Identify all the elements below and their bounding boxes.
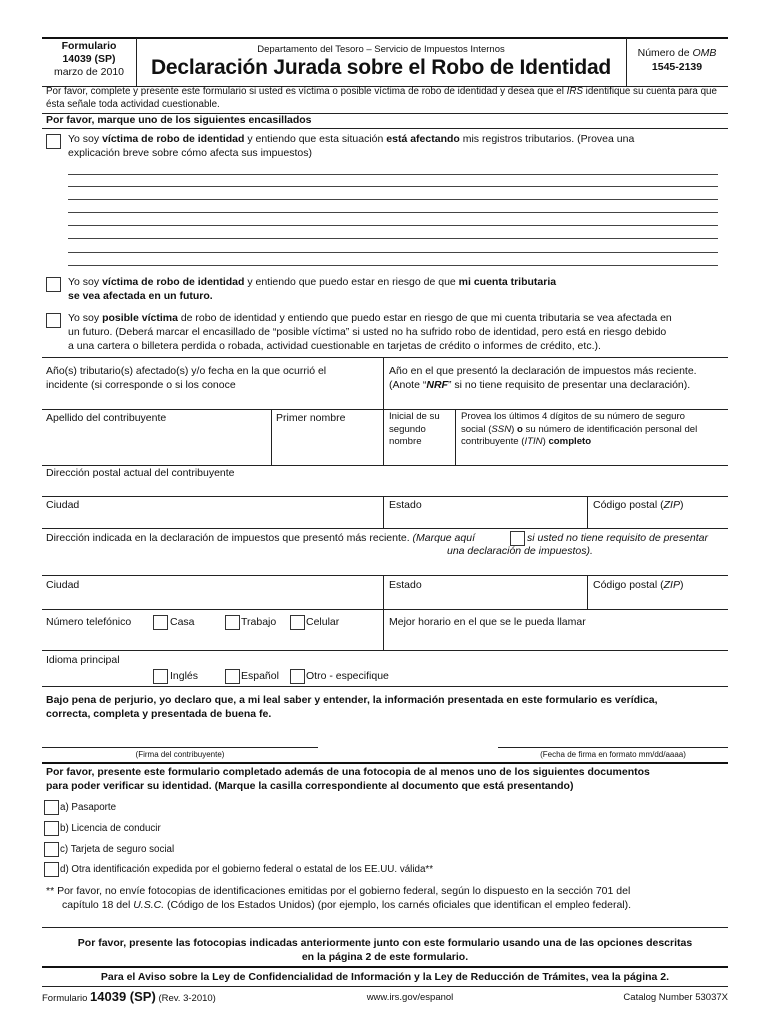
explanation-line-7[interactable]	[68, 252, 718, 253]
option-victim-affecting-checkbox[interactable]	[46, 134, 61, 149]
city-field[interactable]	[42, 512, 382, 526]
prior-zip-field[interactable]	[588, 594, 728, 608]
documents-heading: Por favor, presente este formulario completado además de una fotocopia de al menos uno de los siguientes documentos para poder verificar su identidad. (Marque la casilla correspondiente al documento que está presentando)	[46, 766, 650, 792]
city-label: Ciudad	[46, 499, 80, 511]
signature-field[interactable]	[42, 728, 318, 746]
row-rule-perjury	[42, 686, 728, 687]
doc-passport-checkbox[interactable]	[44, 800, 59, 815]
form-number: 14039 (SP)	[62, 53, 116, 65]
state-field[interactable]	[384, 512, 586, 526]
doc-license-checkbox[interactable]	[44, 821, 59, 836]
footer-url[interactable]: www.irs.gov/espanol	[366, 992, 454, 1003]
tax-years-field[interactable]	[42, 392, 382, 408]
row-rule-phone	[42, 609, 728, 610]
option-possible-victim-checkbox[interactable]	[46, 313, 61, 328]
explanation-line-2[interactable]	[68, 186, 718, 187]
last-name-field[interactable]	[42, 430, 270, 460]
documents-top-rule	[42, 762, 728, 764]
option-victim-affecting-label: Yo soy víctima de robo de identidad y entiendo que esta situación está afectando mis registros tributarios. (Provea una explicación breve sobre cómo afecta sus impuestos)	[68, 133, 635, 159]
tax-years-label: Año(s) tributario(s) afectado(s) y/o fecha en la que ocurrió el incidente (si corresponde o si los conoce	[46, 365, 327, 391]
doc-license-label: b) Licencia de conducir	[60, 823, 161, 834]
language-english-checkbox[interactable]	[153, 669, 168, 684]
row-rule-city2	[42, 575, 728, 576]
phone-work-checkbox[interactable]	[225, 615, 240, 630]
omb-number: 1545-2139	[651, 61, 703, 73]
perjury-statement: Bajo pena de perjurio, yo declaro que, a mi leal saber y entender, la información presentada en este formulario es verídica, correcta, completa y presentada de buena fe.	[46, 694, 658, 720]
no-filing-requirement-label: si usted no tiene requisito de presentar	[527, 532, 708, 544]
state-label: Estado	[389, 499, 422, 511]
option-victim-risk-checkbox[interactable]	[46, 277, 61, 292]
doc-ssn-card-checkbox[interactable]	[44, 842, 59, 857]
language-english-label: Inglés	[170, 670, 199, 682]
footer-top-rule	[42, 966, 728, 968]
phone-label: Número telefónico	[46, 616, 132, 628]
signature-date-field[interactable]	[498, 728, 728, 746]
first-name-label: Primer nombre	[276, 412, 346, 424]
form-date: marzo de 2010	[53, 66, 125, 78]
no-filing-requirement-checkbox[interactable]	[510, 531, 525, 546]
prior-state-label: Estado	[389, 579, 422, 591]
last-name-label: Apellido del contribuyente	[46, 412, 167, 424]
row-rule-language	[42, 650, 728, 651]
best-time-label: Mejor horario en el que se le pueda llamar	[389, 616, 586, 628]
section1-heading: Por favor, marque uno de los siguientes encasillados	[46, 114, 312, 126]
doc-other-id-label: d) Otra identificación expedida por el gobierno federal o estatal de los EE.UU. válida**	[60, 864, 434, 875]
omb-label: Número de OMB	[637, 47, 717, 59]
intro-text: Por favor, complete y presente este formulario si usted es víctima o posible víctima de robo de identidad y desea que el IRS identifique su cuenta para que ésta señale toda actividad cuestionable.	[46, 86, 717, 110]
signature-caption: (Firma del contribuyente)	[135, 750, 225, 759]
row-rule-city	[42, 496, 728, 497]
omb-block	[626, 46, 728, 74]
row-rule-address	[42, 465, 728, 466]
prior-address-label: Dirección indicada en la declaración de impuestos que presentó más reciente. (Marque aquí	[46, 532, 475, 544]
department-name: Departamento del Tesoro – Servicio de Impuestos Internos	[257, 44, 505, 55]
phone-home-checkbox[interactable]	[153, 615, 168, 630]
explanation-line-3[interactable]	[68, 199, 718, 200]
doc-passport-label: a) Pasaporte	[60, 802, 117, 813]
submission-instructions: Por favor, presente las fotocopias indicadas anteriormente junto con este formulario usando una de las opciones descritas en la página 2 de este formulario.	[77, 937, 693, 963]
language-spanish-checkbox[interactable]	[225, 669, 240, 684]
prior-address-field[interactable]	[42, 558, 728, 574]
row-rule-prior-address	[42, 528, 728, 529]
ssn-label: Provea los últimos 4 dígitos de su número de seguro social (SSN) o su número de identificación personal del contribuyente (ITIN) completo	[461, 411, 698, 447]
last-return-year-label: Año en el que presentó la declaración de impuestos más reciente. (Anote “NRF” si no tiene requisito de presentar una declaración).	[389, 365, 697, 391]
signature-line	[42, 747, 318, 748]
row-rule-names	[42, 409, 728, 410]
prior-city-field[interactable]	[42, 594, 382, 608]
first-name-field[interactable]	[272, 430, 382, 460]
option-victim-risk-label: Yo soy víctima de robo de identidad y entiendo que puedo estar en riesgo de que mi cuenta tributaria se vea afectada en un futuro.	[68, 276, 557, 302]
names-divider-2	[383, 409, 384, 465]
section1-bottom-rule	[42, 357, 728, 358]
documents-bottom-rule	[42, 927, 728, 928]
last-return-year-field[interactable]	[384, 392, 728, 408]
names-divider-3	[455, 409, 456, 465]
explanation-line-1[interactable]	[68, 174, 718, 175]
zip-label: Código postal (ZIP)	[593, 499, 684, 511]
prior-state-field[interactable]	[384, 594, 586, 608]
language-spanish-label: Español	[241, 670, 279, 682]
footer-rule	[42, 986, 728, 987]
footer-catalog-number: Catalog Number 53037X	[623, 992, 728, 1003]
section1-heading-rule	[42, 128, 728, 129]
documents-note: ** Por favor, no envíe fotocopias de identificaciones emitidas por el gobierno federal, según lo dispuesto en la sección 701 del capítulo 18 del U.S.C. (Código de los Estados Unidos) (por ejemplo, los carnés oficiales que identifican el empleo federal).	[46, 885, 632, 911]
phone-cell-label: Celular	[306, 616, 340, 628]
language-other-field[interactable]	[400, 668, 728, 684]
no-filing-requirement-label-2: una declaración de impuestos).	[447, 545, 593, 557]
form-id-block	[42, 40, 136, 79]
option-possible-victim-label: Yo soy posible víctima de robo de identidad y entiendo que puedo estar en riesgo de que mi cuenta tributaria se vea afectada en un futuro. (Deberá marcar el encasillado de “posible víctima” si usted no ha sufrido robo de identidad, pero está en riesgo debido a una cartera o billetera perdida o robada, actividad cuestionable en tarjetas de crédito o informes de crédito, etc.).	[68, 312, 672, 352]
explanation-line-4[interactable]	[68, 212, 718, 213]
address-label: Dirección postal actual del contribuyente	[46, 467, 235, 479]
language-other-checkbox[interactable]	[290, 669, 305, 684]
best-time-field[interactable]	[384, 633, 728, 647]
address-field[interactable]	[42, 482, 728, 496]
phone-home-label: Casa	[170, 616, 195, 628]
explanation-line-5[interactable]	[68, 225, 718, 226]
form-title: Declaración Jurada sobre el Robo de Identidad	[150, 56, 612, 79]
prior-city-label: Ciudad	[46, 579, 80, 591]
date-line	[498, 747, 728, 748]
date-caption: (Fecha de firma en formato mm/dd/aaaa)	[540, 750, 686, 759]
explanation-line-6[interactable]	[68, 238, 718, 239]
doc-other-id-checkbox[interactable]	[44, 862, 59, 877]
footer-form-id: Formulario 14039 (SP) (Rev. 3-2010)	[42, 989, 216, 1004]
phone-work-label: Trabajo	[241, 616, 277, 628]
prior-zip-label: Código postal (ZIP)	[593, 579, 684, 591]
form-word: Formulario	[61, 40, 117, 52]
language-label: Idioma principal	[46, 654, 120, 666]
zip-field[interactable]	[588, 512, 728, 526]
explanation-line-8[interactable]	[68, 265, 718, 266]
phone-number-field[interactable]	[42, 633, 382, 647]
privacy-notice: Para el Aviso sobre la Ley de Confidencialidad de Información y la Ley de Reducción de Trámites, vea la página 2.	[100, 971, 670, 983]
middle-initial-label: Inicial de su segundo nombre	[389, 411, 440, 447]
phone-cell-checkbox[interactable]	[290, 615, 305, 630]
language-other-label: Otro - especifique	[306, 670, 389, 682]
doc-ssn-card-label: c) Tarjeta de seguro social	[60, 844, 175, 855]
